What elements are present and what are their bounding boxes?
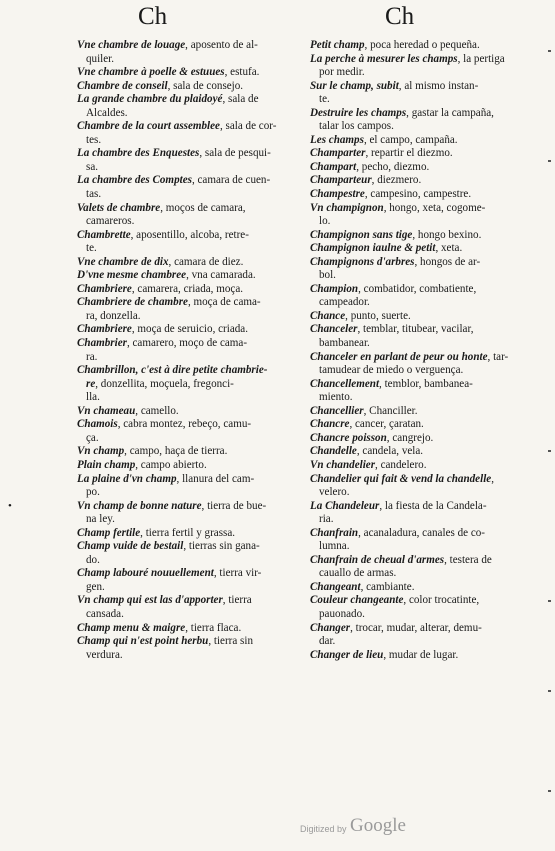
entry-gloss: , donzellita, moçuela, fregonci- — [95, 377, 234, 390]
entry-continuation-line — [310, 513, 526, 527]
entry-headword: Chandelier qui fait & vend la chandelle — [310, 472, 492, 485]
entry-gloss: , hongo, xeta, cogome- — [383, 201, 486, 214]
entry-headword: Chambre de la court assemblee — [77, 120, 220, 133]
entry-headword: La plaine d'vn champ — [77, 472, 177, 485]
entry-headword: Champion — [310, 282, 359, 295]
google-logo-text: Google — [350, 815, 406, 836]
entry-headword: La grande chambre du plaidoyé — [77, 93, 223, 106]
dictionary-entry — [310, 256, 526, 270]
dictionary-entry — [77, 174, 299, 188]
entry-gloss: , tierra de bue- — [201, 499, 267, 512]
entry-headword: Plain champ — [77, 458, 136, 471]
dictionary-entry — [77, 473, 299, 487]
entry-headword: Champ labouré nouuellement — [77, 567, 214, 580]
entry-gloss: , camello. — [135, 404, 179, 417]
entry-headword: Champ vuide de bestail — [77, 540, 184, 553]
dictionary-entry — [77, 364, 299, 378]
entry-gloss: , campo, haça de tierra. — [124, 445, 228, 458]
entry-headword: Vn champ de bonne nature — [77, 499, 202, 512]
entry-gloss: verdura. — [86, 648, 123, 661]
entry-gloss: , candelero. — [375, 458, 427, 471]
entry-headword: Vne chambre de dix — [77, 255, 169, 268]
entry-headword: Chambriere — [77, 323, 132, 336]
dictionary-entry — [310, 405, 526, 419]
entry-gloss: , combatidor, combatiente, — [358, 282, 477, 295]
entry-continuation-line — [310, 337, 526, 351]
entry-gloss: , camara de diez. — [168, 255, 244, 268]
entry-continuation-line — [310, 486, 526, 500]
entry-continuation-line — [77, 513, 299, 527]
entry-gloss: , campo abierto. — [135, 458, 207, 471]
entry-continuation-line — [310, 215, 526, 229]
entry-gloss: cauallo de armas. — [319, 567, 397, 580]
dictionary-entry — [310, 351, 526, 365]
entry-gloss: , xeta. — [435, 242, 463, 255]
entry-gloss: do. — [86, 553, 100, 566]
dictionary-entry — [310, 622, 526, 636]
dictionary-entry — [77, 635, 299, 649]
entry-gloss: , candela, vela. — [356, 445, 424, 458]
dictionary-entry — [310, 594, 526, 608]
entry-gloss: , llanura del cam- — [176, 472, 255, 485]
entry-headword: Sur le champ, subit — [310, 79, 399, 92]
dictionary-entry — [77, 622, 299, 636]
entry-headword: La chambre des Comptes — [77, 174, 192, 187]
entry-headword: Petit champ — [310, 39, 365, 51]
entry-continuation-line — [310, 540, 526, 554]
entry-gloss: pauonado. — [319, 607, 365, 620]
entry-gloss: bol. — [319, 269, 336, 282]
dictionary-entry — [77, 500, 299, 514]
dictionary-entry — [77, 229, 299, 243]
entry-headword: La perche à mesurer les champs — [310, 52, 458, 65]
entry-gloss: , temblar, titubear, vacilar, — [357, 323, 474, 336]
dictionary-entry — [310, 500, 526, 514]
entry-headword: Champart — [310, 160, 357, 173]
entry-gloss: gen. — [86, 580, 105, 593]
running-header — [0, 2, 555, 38]
entry-continuation-line — [77, 391, 299, 405]
entry-continuation-line — [77, 486, 299, 500]
entry-gloss: Alcaldes. — [86, 106, 128, 119]
dictionary-entry — [77, 459, 299, 473]
entry-gloss: , testera de — [444, 553, 492, 566]
dictionary-entry — [77, 337, 299, 351]
entry-gloss: ra. — [86, 350, 98, 363]
entry-gloss: velero. — [319, 486, 350, 499]
entry-continuation-line — [77, 310, 299, 324]
entry-gloss: ça. — [86, 431, 99, 444]
entry-headword: Chandelle — [310, 445, 357, 458]
dictionary-entry — [310, 107, 526, 121]
entry-headword: Champestre — [310, 188, 365, 201]
entry-headword: Chancellement — [310, 377, 380, 390]
entry-continuation-line — [310, 567, 526, 581]
entry-gloss: , diezmero. — [371, 174, 422, 187]
dictionary-entry — [310, 80, 526, 94]
header-right-letters: Ch — [385, 3, 415, 30]
entry-gloss: lo. — [319, 215, 331, 228]
dictionary-entry — [310, 418, 526, 432]
entry-continuation-line — [77, 378, 299, 392]
entry-gloss: te. — [86, 242, 97, 255]
entry-headword: Vn champ — [77, 445, 125, 458]
dictionary-entry — [310, 473, 526, 487]
entry-gloss: , aposento de al- — [185, 39, 258, 51]
entry-headword: Destruire les champs — [310, 106, 407, 119]
entry-gloss: ria. — [319, 513, 334, 526]
entry-gloss: , mudar de lugar. — [383, 648, 459, 661]
entry-continuation-line — [310, 66, 526, 80]
entry-headword: re — [86, 377, 96, 390]
dictionary-entry — [77, 594, 299, 608]
entry-headword: Champarteur — [310, 174, 372, 187]
dictionary-entry — [77, 527, 299, 541]
entry-gloss: bambanear. — [319, 337, 370, 350]
entry-continuation-line — [77, 107, 299, 121]
entry-gloss: , moça de seruicio, criada. — [131, 323, 248, 336]
entry-headword: Champarter — [310, 147, 366, 160]
entry-continuation-line — [77, 351, 299, 365]
entry-continuation-line — [77, 53, 299, 67]
entry-headword: Chancre — [310, 418, 350, 431]
dictionary-entry — [77, 445, 299, 459]
entry-gloss: , cambiante. — [360, 580, 415, 593]
entry-gloss: camareros. — [86, 215, 135, 228]
entry-gloss: , hongos de ar- — [414, 255, 481, 268]
entry-gloss: sa. — [86, 160, 99, 173]
dictionary-entry — [77, 269, 299, 283]
dictionary-entry — [77, 256, 299, 270]
entry-headword: Vn chandelier — [310, 458, 376, 471]
entry-gloss: , gastar la campaña, — [406, 106, 494, 119]
entry-gloss: te. — [319, 93, 330, 106]
entry-headword: Vne chambre de louage — [77, 39, 186, 51]
entry-gloss: , al mismo instan- — [398, 79, 479, 92]
dictionary-entry — [77, 66, 299, 80]
dictionary-entry — [310, 174, 526, 188]
entry-headword: Changer — [310, 621, 351, 634]
dictionary-entry — [77, 80, 299, 94]
entry-headword: Champignon sans tige — [310, 228, 413, 241]
entry-continuation-line — [310, 364, 526, 378]
left-column — [77, 39, 299, 662]
entry-gloss: , tierra flaca. — [185, 621, 242, 634]
entry-headword: D'vne mesme chambree — [77, 269, 187, 282]
entry-headword: La chambre des Enquestes — [77, 147, 200, 160]
entry-headword: Champignon iaulne & petit — [310, 242, 436, 255]
entry-gloss: , color trocatinte, — [403, 594, 480, 607]
entry-headword: Chambrette — [77, 228, 131, 241]
entry-gloss: , cangrejo. — [386, 431, 434, 444]
entry-continuation-line — [77, 242, 299, 256]
dictionary-entry — [310, 323, 526, 337]
entry-continuation-line — [310, 635, 526, 649]
entry-gloss: , vna camarada. — [186, 269, 256, 282]
entry-gloss: , sala de consejo. — [167, 79, 244, 92]
entry-continuation-line — [77, 188, 299, 202]
entry-gloss: , moça de cama- — [187, 296, 261, 309]
entry-gloss: , sala de pesqui- — [199, 147, 271, 160]
dictionary-entry — [310, 581, 526, 595]
entry-gloss: , camara de cuen- — [191, 174, 271, 187]
dictionary-entry — [310, 53, 526, 67]
dictionary-entry — [77, 418, 299, 432]
dictionary-entry — [310, 161, 526, 175]
entry-gloss: , estufa. — [224, 66, 260, 79]
margin-specks — [541, 40, 551, 800]
dictionary-entry — [77, 540, 299, 554]
entry-continuation-line — [77, 432, 299, 446]
dictionary-entry — [77, 202, 299, 216]
dictionary-entry — [310, 283, 526, 297]
dictionary-entry — [310, 649, 526, 663]
entry-continuation-line — [310, 391, 526, 405]
entry-continuation-line — [77, 554, 299, 568]
digitized-watermark — [300, 815, 440, 839]
dictionary-entry — [310, 134, 526, 148]
entry-gloss: , pecho, diezmo. — [356, 160, 430, 173]
entry-gloss: , — [491, 472, 494, 485]
entry-headword: Champ qui n'est point herbu — [77, 635, 209, 648]
entry-gloss: lla. — [86, 391, 100, 404]
entry-gloss: , hongo bexino. — [412, 228, 482, 241]
dictionary-entry — [310, 202, 526, 216]
entry-gloss: , sala de — [222, 93, 259, 106]
entry-headword: La Chandeleur — [310, 499, 380, 512]
entry-gloss: , tierras sin gana- — [183, 540, 260, 553]
dictionary-entry — [77, 567, 299, 581]
entry-headword: Champ menu & maigre — [77, 621, 186, 634]
entry-headword: Changeant — [310, 580, 361, 593]
dictionary-entry — [310, 229, 526, 243]
entry-headword: Champignons d'arbres — [310, 255, 415, 268]
entry-continuation-line — [310, 296, 526, 310]
digitized-by-text: Digitized by — [300, 824, 347, 834]
dictionary-entry — [310, 188, 526, 202]
entry-gloss: , la fiesta de la Candela- — [379, 499, 487, 512]
entry-continuation-line — [77, 581, 299, 595]
dictionary-entry — [77, 283, 299, 297]
dictionary-entry — [310, 242, 526, 256]
entry-headword: Vne chambre à poelle & estuues — [77, 66, 225, 79]
entry-headword: Chambre de conseil — [77, 79, 168, 92]
entry-gloss: po. — [86, 486, 100, 499]
entry-headword: Chancellier — [310, 404, 364, 417]
entry-continuation-line — [77, 161, 299, 175]
dictionary-entry — [77, 120, 299, 134]
entry-headword: Chanfrain — [310, 526, 359, 539]
entry-gloss: , campesino, campestre. — [364, 188, 472, 201]
entry-headword: Chance — [310, 309, 346, 322]
entry-gloss: , tierra sin — [208, 635, 253, 648]
entry-gloss: por medir. — [319, 66, 365, 79]
entry-gloss: , repartir el diezmo. — [365, 147, 453, 160]
entry-gloss: , temblor, bambanea- — [379, 377, 473, 390]
entry-headword: Chambriere — [77, 282, 132, 295]
entry-continuation-line — [77, 649, 299, 663]
entry-gloss: tes. — [86, 133, 102, 146]
entry-gloss: , sala de cor- — [219, 120, 277, 133]
dictionary-entry — [77, 296, 299, 310]
dictionary-entry — [310, 554, 526, 568]
entry-headword: Vn chameau — [77, 404, 136, 417]
dictionary-entry — [310, 147, 526, 161]
entry-headword: Couleur changeante — [310, 594, 404, 607]
entry-gloss: , tierra fertil y grassa. — [140, 526, 236, 539]
entry-headword: Chanceler en parlant de peur ou honte — [310, 350, 488, 363]
entry-continuation-line — [310, 93, 526, 107]
entry-gloss: ra, donzella. — [86, 309, 141, 322]
dictionary-entry — [77, 147, 299, 161]
entry-gloss: , cancer, çaratan. — [349, 418, 424, 431]
dictionary-entry — [310, 378, 526, 392]
entry-gloss: , camarero, moço de cama- — [126, 337, 248, 350]
entry-headword: Chambrier — [77, 337, 127, 350]
entry-headword: Vn champignon — [310, 201, 384, 214]
entry-gloss: , camarera, criada, moça. — [131, 282, 244, 295]
entry-headword: Changer de lieu — [310, 648, 384, 661]
entry-gloss: cansada. — [86, 607, 124, 620]
entry-continuation-line — [77, 608, 299, 622]
entry-gloss: talar los campos. — [319, 120, 394, 133]
entry-gloss: , el campo, campaña. — [363, 133, 458, 146]
dictionary-entry — [310, 310, 526, 324]
header-left-letters: Ch — [138, 3, 168, 30]
entry-continuation-line — [310, 120, 526, 134]
entry-headword: Vn champ qui est las d'apporter — [77, 594, 223, 607]
entry-headword: Chanceler — [310, 323, 358, 336]
entry-headword: Chambrillon, c'est à dire petite chambrie- — [77, 364, 268, 377]
entry-gloss: tamudear de miedo o verguença. — [319, 364, 464, 377]
dictionary-entry — [77, 93, 299, 107]
entry-headword: Chanfrain de cheual d'armes — [310, 553, 445, 566]
entry-headword: Les champs — [310, 133, 364, 146]
entry-gloss: , punto, suerte. — [345, 309, 411, 322]
entry-headword: Valets de chambre — [77, 201, 161, 214]
dictionary-entry — [310, 39, 526, 53]
entry-continuation-line — [77, 134, 299, 148]
entry-gloss: na ley. — [86, 513, 115, 526]
dictionary-entry — [310, 459, 526, 473]
dictionary-entry — [310, 445, 526, 459]
entry-gloss: dar. — [319, 635, 336, 648]
entry-headword: Chambriere de chambre — [77, 296, 188, 309]
entry-headword: Chancre poisson — [310, 431, 387, 444]
right-column — [310, 39, 526, 662]
entry-gloss: quiler. — [86, 52, 115, 65]
entry-gloss: , acanaladura, canales de co- — [358, 526, 485, 539]
entry-continuation-line — [77, 215, 299, 229]
dictionary-entry — [310, 527, 526, 541]
entry-gloss: , tierra — [222, 594, 252, 607]
entry-gloss: , aposentillo, alcoba, retre- — [130, 228, 249, 241]
entry-gloss: , poca heredad o pequeña. — [364, 39, 480, 51]
dictionary-entry — [77, 323, 299, 337]
entry-gloss: , Chanciller. — [363, 404, 418, 417]
entry-gloss: , la pertiga — [457, 52, 505, 65]
entry-gloss: campeador. — [319, 296, 370, 309]
entry-continuation-line — [310, 608, 526, 622]
entry-gloss: , trocar, mudar, alterar, demu- — [350, 621, 482, 634]
entry-gloss: lumna. — [319, 540, 350, 553]
entry-gloss: , tierra vir- — [213, 567, 262, 580]
dictionary-entry — [77, 405, 299, 419]
entry-headword: Chamois — [77, 418, 118, 431]
entry-gloss: , tar- — [487, 350, 509, 363]
entry-headword: Champ fertile — [77, 526, 141, 539]
dictionary-entry — [77, 39, 299, 53]
entry-gloss: miento. — [319, 391, 353, 404]
entry-continuation-line — [310, 269, 526, 283]
entry-gloss: , moços de camara, — [160, 201, 246, 214]
margin-bullet: • — [8, 500, 12, 512]
entry-gloss: , cabra montez, rebeço, camu- — [117, 418, 252, 431]
dictionary-entry — [310, 432, 526, 446]
entry-gloss: tas. — [86, 188, 102, 201]
